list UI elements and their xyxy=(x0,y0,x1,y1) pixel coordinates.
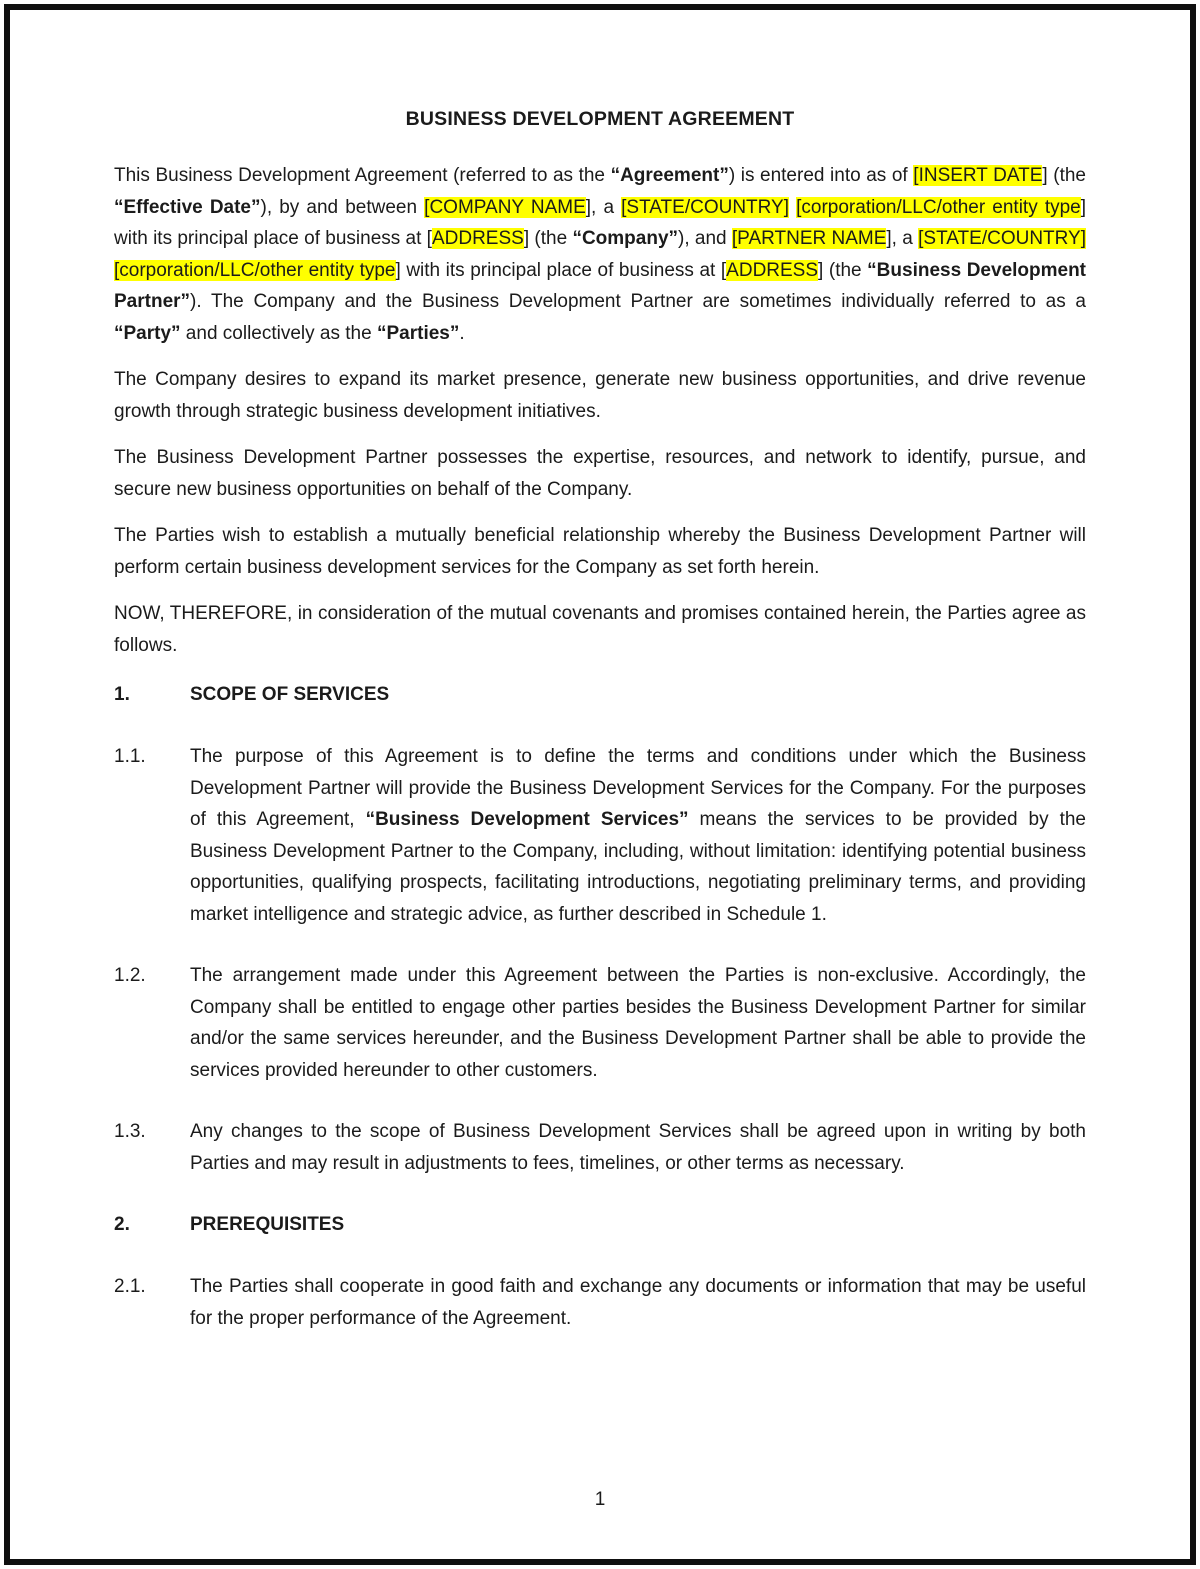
text-run: ] (the xyxy=(818,259,868,281)
clause xyxy=(114,741,1086,930)
text-run: ], a xyxy=(886,228,919,249)
document-page xyxy=(4,4,1196,1565)
document-title: BUSINESS DEVELOPMENT AGREEMENT xyxy=(405,108,795,130)
placeholder-highlight: ADDRESS xyxy=(726,259,819,281)
clause-text xyxy=(190,1271,1086,1334)
placeholder-highlight: [corporation/LLC/other entity type xyxy=(796,196,1081,218)
text-run: The Parties shall cooperate in good faith and exchange any documents or information that may be useful for the proper performance of the Agreement. xyxy=(190,1276,1086,1329)
section-heading-text: SCOPE OF SERVICES xyxy=(190,684,390,705)
clause xyxy=(114,1271,1086,1334)
text-run: ] (the xyxy=(523,228,573,249)
section-heading-text: PREREQUISITES xyxy=(190,1214,345,1235)
text-run: and collectively as the xyxy=(180,322,377,344)
text-run: NOW, THEREFORE, in consideration of the mutual covenants and promises contained herein, the Parties agree as follows. xyxy=(114,603,1086,656)
section-heading xyxy=(114,679,1086,710)
defined-term: “Business Development Partner” xyxy=(114,259,1087,312)
section-number: 2. xyxy=(114,1214,130,1235)
defined-term: “Company” xyxy=(572,228,679,249)
text-run: ] with its principal place of business at [ xyxy=(114,196,1087,249)
defined-term: “Business Development Services” xyxy=(365,809,689,830)
clause-number: 1.2. xyxy=(114,965,146,986)
paragraph xyxy=(114,160,1086,349)
text-run: ). The Company and the Business Development Partner are sometimes individually referred to as a xyxy=(190,291,1086,312)
clause-number: 1.1. xyxy=(114,746,146,767)
text-run: The Parties wish to establish a mutually beneficial relationship whereby the Business Development Partner will perform certain business development services for the Company as set forth herein. xyxy=(114,525,1086,578)
text-run: ], a xyxy=(585,196,622,218)
text-run: The arrangement made under this Agreement between the Parties is non-exclusive. Accordingly, the Company shall be entitled to engage other parties besides the Business Development Partner for similar and/or the same services hereunder, and the Business Development Partner shall be able to provide the services provided hereunder to other customers. xyxy=(190,965,1086,1081)
placeholder-highlight: [STATE/COUNTRY] xyxy=(918,228,1086,249)
defined-term: “Effective Date” xyxy=(114,196,261,218)
clause-text xyxy=(190,1116,1086,1179)
placeholder-highlight: [COMPANY NAME xyxy=(424,196,586,218)
paragraph xyxy=(114,364,1086,427)
paragraph xyxy=(114,520,1086,583)
text-run: . xyxy=(459,322,465,344)
paragraph xyxy=(114,598,1086,661)
clause-number: 2.1. xyxy=(114,1276,146,1297)
clause-text xyxy=(190,741,1086,930)
clause-number: 1.3. xyxy=(114,1121,146,1142)
placeholder-highlight: [INSERT DATE xyxy=(913,165,1043,186)
document-body xyxy=(114,160,1086,1364)
text-run: ), by and between xyxy=(260,196,425,218)
defined-term: “Party” xyxy=(114,322,181,344)
section-number: 1. xyxy=(114,684,130,705)
clause-text xyxy=(190,960,1086,1086)
text-run: means the services to be provided by the Business Development Partner to the Company, including, without limitation: identifying potential business opportunities, qualifying prospects, facilitating introductions, negotiating preliminary terms, and providing market intelligence and strategic advice, as further described in Schedule 1. xyxy=(190,809,1086,925)
paragraph xyxy=(114,442,1086,505)
defined-term: “Agreement” xyxy=(610,165,729,186)
text-run: Any changes to the scope of Business Development Services shall be agreed upon in writing by both Parties and may result in adjustments to fees, timelines, or other terms as necessary. xyxy=(190,1121,1086,1174)
section-heading xyxy=(114,1209,1086,1240)
placeholder-highlight: ADDRESS xyxy=(431,228,524,249)
page-number: 1 xyxy=(594,1489,606,1510)
text-run: The Business Development Partner possesses the expertise, resources, and network to identify, pursue, and secure new business opportunities on behalf of the Company. xyxy=(114,447,1086,500)
clause xyxy=(114,1116,1086,1179)
clause xyxy=(114,960,1086,1086)
text-run: ] with its principal place of business at [ xyxy=(395,259,727,281)
text-run: ) is entered into as of xyxy=(728,165,914,186)
text-run: The Company desires to expand its market presence, generate new business opportunities, and drive revenue growth through strategic business development initiatives. xyxy=(114,369,1086,422)
placeholder-highlight: [PARTNER NAME xyxy=(731,228,887,249)
text-run: ] (the xyxy=(1042,165,1086,186)
text-run: This Business Development Agreement (referred to as the xyxy=(114,165,611,186)
placeholder-highlight: [corporation/LLC/other entity type xyxy=(114,259,396,281)
placeholder-highlight: [STATE/COUNTRY] xyxy=(621,196,789,218)
text-run: The purpose of this Agreement is to define the terms and conditions under which the Business Development Partner will provide the Business Development Services for the Company. For the purposes of this Agreement, xyxy=(190,746,1086,830)
text-run: ), and xyxy=(678,228,732,249)
defined-term: “Parties” xyxy=(376,322,460,344)
